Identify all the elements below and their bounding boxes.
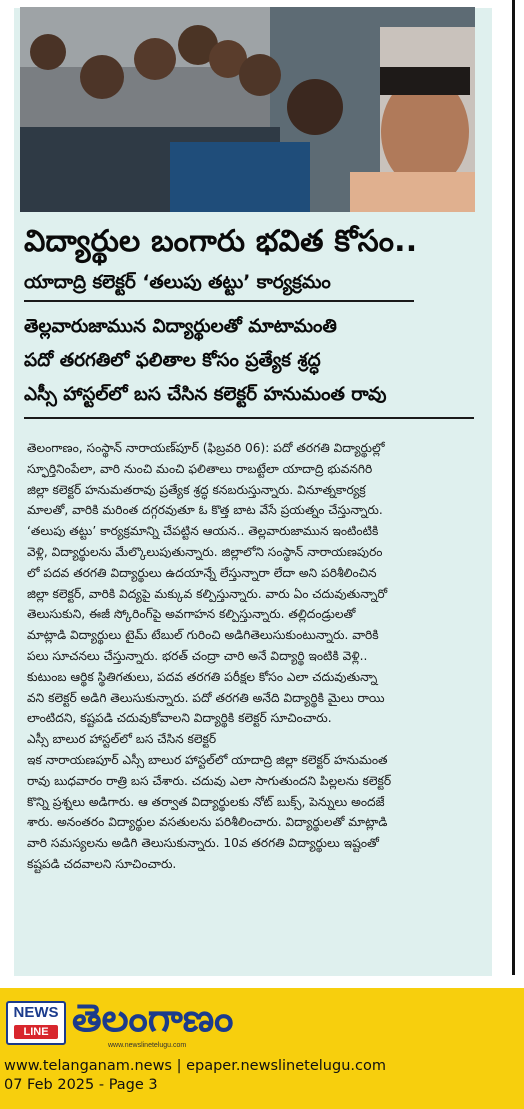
body-line: రావు బుధవారం రాత్రి బస చేశారు. చదువు ఎలా సాగుతుందని పిల్లలను కలెక్టర్ — [27, 773, 392, 788]
body-line: జిల్లా కలెక్టర్, వారికి విద్యపై మక్కువ కల్పిస్తున్నారు. వారు ఏం చదువుతున్నారో — [27, 586, 388, 601]
body-line: వని కలెక్టర్ అడిగి తెలుసుకున్నారు. పదో తరగతి అనేది విద్యార్థికి మైలు రాయి — [27, 690, 385, 705]
group-selfie-image — [20, 7, 475, 212]
column-divider — [512, 0, 515, 975]
body-line: తెలుసుకుని, ఈజీ స్కోరింగ్‌పై అవగాహన కల్పిస్తున్నారు. తల్లిదండ్రులతో — [27, 607, 356, 622]
article-body — [27, 438, 477, 875]
body-line: పలు సూచనలు చేస్తున్నారు. భరత్ చంద్రా చారి అనే విద్యార్థి ఇంటికి వెళ్లి.. — [27, 648, 368, 663]
telanganam-brand[interactable]: తెలంగాణం — [72, 996, 234, 1040]
body-line: కుటుంబ ఆర్థిక స్థితిగతులు, పదవ తరగతి పరీక్షల కోసం ఎలా చదువుతున్నా — [27, 669, 378, 684]
subhead-2: తెల్లవారుజామున విద్యార్థులతో మాటామంతి — [24, 316, 337, 337]
body-line: వెళ్లి, విద్యార్థులను మేల్కొలుపుతున్నారు. జిల్లాలోని సంస్థాన్ నారాయణపురం — [27, 544, 383, 559]
body-line: స్ఫూర్తినింపేలా, వారి నుంచి మంచి ఫలితాలు రాబట్టేలా యాదాద్రి భువనగిరి — [27, 461, 373, 476]
article-photo — [20, 7, 475, 212]
subhead-divider-1 — [24, 300, 414, 302]
footer-links[interactable]: www.telanganam.news | epaper.newslinetelugu.com — [4, 1058, 386, 1074]
epaper-footer — [0, 988, 524, 1109]
article-headline: విద్యార్థుల బంగారు భవిత కోసం.. — [24, 224, 418, 259]
edition-date-page: 07 Feb 2025 - Page 3 — [4, 1077, 158, 1093]
body-line: ‘తలుపు తట్టు’ కార్యక్రమాన్ని చేపట్టిన ఆయన.. తెల్లవారుజామున ఇంటింటికి — [27, 524, 379, 539]
brand-website: www.newslinetelugu.com — [108, 1042, 187, 1049]
body-line: లాంటిదని, కష్టపడి చదువుకోవాలని విద్యార్థికి కలెక్టర్ సూచించారు. — [27, 711, 332, 726]
subhead-3: పదో తరగతిలో ఫలితాల కోసం ప్రత్యేక శ్రద్ధ — [24, 350, 321, 371]
body-line: కష్టపడి చదవాలని సూచించారు. — [27, 856, 177, 871]
body-line: మాట్లాడి విద్యార్థులు టైమ్ టేబుల్ గురించి అడిగితెలుసుకుంటున్నారు. వారికి — [27, 628, 379, 643]
body-line: జిల్లా కలెక్టర్ హనుమతరావు ప్రత్యేక శ్రద్ధ కనబరుస్తున్నారు. వినూత్నకార్యక్ర — [27, 482, 366, 497]
newsline-logo-top: NEWS — [13, 1004, 59, 1021]
body-subheading: ఎస్సీ బాలుర హాస్టల్‌లో బస చేసిన కలెక్టర్ — [27, 732, 217, 747]
body-line: లో పదవ తరగతి విద్యార్థులు ఉదయాన్నే లేస్తున్నారా లేదా అని పరిశీలించిన — [27, 565, 377, 580]
newsline-logo-bottom: LINE — [14, 1025, 58, 1039]
subhead-4: ఎస్సీ హాస్టల్‌లో బస చేసిన కలెక్టర్ హనుమంత రావు — [24, 384, 387, 405]
subhead-divider-2 — [24, 417, 474, 419]
body-line: తెలంగాణం, సంస్థాన్ నారాయణ్‌పూర్ (ఫిబ్రవరి 06): పదో తరగతి విద్యార్థుల్లో — [27, 441, 385, 455]
body-line: ఇక నారాయణపూర్ ఎస్సీ బాలుర హాస్టల్‌లో యాదాద్రి జిల్లా కలెక్టర్ హనుమంత — [27, 752, 388, 767]
body-line: శారు. అనంతరం విద్యార్థుల వసతులను పరిశీలించారు. విద్యార్థులతో మాట్లాడి — [27, 815, 388, 830]
body-line: మాలతో, వారికి మరింత దగ్గరవుతూ ఓ కొత్త బాట వేసే ప్రయత్నం చేస్తున్నారు. — [27, 503, 383, 518]
body-line: కొన్ని ప్రశ్నలు అడిగారు. ఆ తర్వాత విద్యార్థులకు నోట్ బుక్స్, పెన్నులు అందజే — [27, 794, 385, 809]
body-line: వారి సమస్యలను అడిగి తెలుసుకున్నారు. 10వ తరగతి విద్యార్థులు ఇష్టంతో — [27, 836, 379, 851]
subhead-1: యాదాద్రి కలెక్టర్ ‘తలుపు తట్టు’ కార్యక్రమం — [24, 272, 331, 293]
newsline-logo[interactable] — [6, 1001, 66, 1045]
